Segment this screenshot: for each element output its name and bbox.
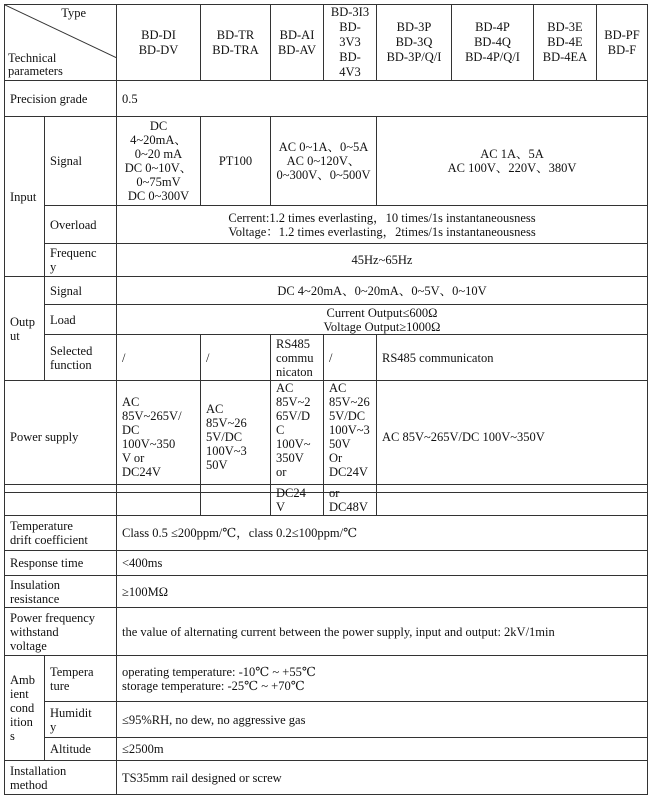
installation-value: TS35mm rail designed or screw — [117, 761, 648, 795]
overload-value: Cerrent:1.2 times everlasting，10 times/1s instantaneousness Voltage：1.2 times everlasting，2times/1s instantaneousness — [117, 206, 648, 244]
input-signal-label: Signal — [45, 117, 117, 206]
power-supply-others: AC 85V~265V/DC 100V~350V — [377, 381, 648, 493]
precision-value: 0.5 — [117, 81, 648, 117]
ambient-label: Amb ient cond ition s — [5, 656, 45, 761]
cont-blank-di-dv — [117, 485, 201, 516]
input-frequency-row — [5, 244, 648, 277]
output-label: Outp ut — [5, 277, 45, 381]
input-signal-row — [5, 117, 648, 206]
temp-drift-value: Class 0.5 ≤200ppm/℃，class 0.2≤100ppm/℃ — [117, 516, 648, 551]
installation-label: Installation method — [5, 761, 117, 795]
input-label: Input — [5, 117, 45, 277]
response-row — [5, 551, 648, 576]
input-signal-others: AC 1A、5A AC 100V、220V、380V — [377, 117, 648, 206]
selected-function-others: RS485 communicaton — [377, 335, 648, 381]
withstand-label: Power frequency withstand voltage — [5, 608, 117, 656]
power-supply-row — [5, 381, 648, 493]
header-row — [5, 5, 648, 81]
ambient-humidity-row — [5, 702, 648, 738]
model-header-tr: BD-TR BD-TRA — [201, 5, 271, 81]
model-header-3i3: BD-3I3 BD-3V3 BD-4V3 — [324, 5, 377, 81]
cont-power-av: or DC48V — [324, 485, 377, 516]
withstand-value: the value of alternating current between the power supply, input and output: 2kV/1min — [117, 608, 648, 656]
frequency-label: Frequenc y — [45, 244, 117, 277]
model-header-3e: BD-3E BD-4E BD-4EA — [534, 5, 597, 81]
ambient-temperature-value: operating temperature: -10℃ ~ +55℃ storage temperature: -25℃ ~ +70℃ — [117, 656, 648, 702]
frequency-value: 45Hz~65Hz — [117, 244, 648, 277]
load-value: Current Output≤600Ω Voltage Output≥1000Ω — [117, 305, 648, 335]
humidity-label: Humidit y — [45, 702, 117, 738]
continuation-row — [5, 485, 648, 516]
humidity-value: ≤95%RH, no dew, no aggressive gas — [117, 702, 648, 738]
output-selected-row — [5, 335, 648, 381]
power-supply-ai: AC 85V~2 65V/D C 100V~ 350V or — [271, 381, 324, 493]
withstand-row — [5, 608, 648, 656]
input-signal-tr: PT100 — [201, 117, 271, 206]
insulation-label: Insulation resistance — [5, 576, 117, 608]
selected-function-di-dv: / — [117, 335, 201, 381]
ambient-temperature-label: Tempera ture — [45, 656, 117, 702]
diagonal-header-cell — [5, 5, 117, 81]
model-header-3p: BD-3P BD-3Q BD-3P/Q/I — [377, 5, 452, 81]
response-value: <400ms — [117, 551, 648, 576]
spec-table-part1 — [4, 4, 648, 493]
input-signal-ai-av: AC 0~1A、0~5A AC 0~120V、 0~300V、0~500V — [271, 117, 377, 206]
ambient-temperature-row — [5, 656, 648, 702]
cont-blank-label — [5, 485, 117, 516]
model-header-pf: BD-PF BD-F — [597, 5, 648, 81]
power-supply-di-dv: AC 85V~265V/ DC 100V~350 V or DC24V — [117, 381, 201, 493]
output-signal-row — [5, 277, 648, 305]
power-supply-label: Power supply — [5, 381, 117, 493]
cont-blank-tr — [201, 485, 271, 516]
spec-table-part2 — [4, 484, 648, 795]
power-supply-tr: AC 85V~26 5V/DC 100V~3 50V — [201, 381, 271, 493]
type-label: Type — [61, 6, 86, 20]
model-header-4p: BD-4P BD-4Q BD-4P/Q/I — [452, 5, 534, 81]
insulation-row — [5, 576, 648, 608]
insulation-value: ≥100MΩ — [117, 576, 648, 608]
technical-parameters-label: Technical parameters — [8, 51, 63, 78]
input-overload-row — [5, 206, 648, 244]
power-supply-av: AC 85V~26 5V/DC 100V~3 50V Or DC24V — [324, 381, 377, 493]
precision-row — [5, 81, 648, 117]
cont-power-ai: DC24 V — [271, 485, 324, 516]
model-header-ai-av: BD-AI BD-AV — [271, 5, 324, 81]
output-signal-value: DC 4~20mA、0~20mA、0~5V、0~10V — [117, 277, 648, 305]
model-header-di-dv: BD-DI BD-DV — [117, 5, 201, 81]
selected-function-label: Selected function — [45, 335, 117, 381]
temp-drift-label: Temperature drift coefficient — [5, 516, 117, 551]
precision-label: Precision grade — [5, 81, 117, 117]
input-signal-di-dv: DC 4~20mA、 0~20 mA DC 0~10V、 0~75mV DC 0~300V — [117, 117, 201, 206]
response-label: Response time — [5, 551, 117, 576]
overload-label: Overload — [45, 206, 117, 244]
output-signal-label: Signal — [45, 277, 117, 305]
installation-row — [5, 761, 648, 795]
selected-function-ai: RS485 commu nicaton — [271, 335, 324, 381]
ambient-altitude-row — [5, 738, 648, 761]
selected-function-tr: / — [201, 335, 271, 381]
selected-function-av: / — [324, 335, 377, 381]
output-load-row — [5, 305, 648, 335]
cont-blank-others — [377, 485, 648, 516]
temp-drift-row — [5, 516, 648, 551]
altitude-label: Altitude — [45, 738, 117, 761]
altitude-value: ≤2500m — [117, 738, 648, 761]
load-label: Load — [45, 305, 117, 335]
